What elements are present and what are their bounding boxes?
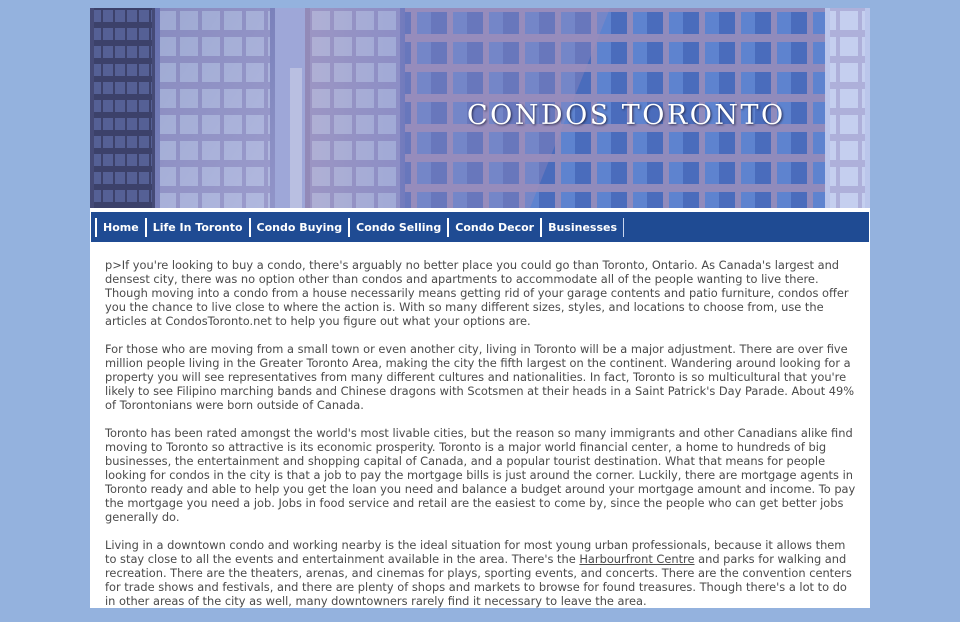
nav-item-businesses[interactable]: Businesses [540, 218, 624, 237]
main-nav [91, 212, 869, 242]
content-paragraph: Toronto has been rated amongst the world's most livable cities, but the reason so many immigrants and other Canadians alike find moving to Toronto so attractive is its economic prosperity. Toronto is a major world financial center, a home to hundreds of big businesses, the entertainment and shopping capital of Canada, and a popular tourist destination. What that means for people looking for condos in the city is that a job to pay the mortgage bills is just around the corner. Luckily, there are mortgage agents in Toronto ready and able to help you get the loan you need and balance a budget around your mortgage amount and income. To pay the mortgage you need a job. Jobs in food service and retail are the easiest to come by, since the people who can get better jobs generally do. [105, 426, 856, 524]
content-paragraph [105, 538, 857, 608]
nav-item-condo-decor[interactable]: Condo Decor [447, 218, 540, 237]
content-paragraph: p>If you're looking to buy a condo, there's arguably no better place you could go than Toronto, Ontario. As Canada's largest and densest city, there was no option other than condos and apartments to accommodate all of the people wanting to live there. Though moving into a condo from a house necessarily means getting rid of your garage contents and patio furniture, condos offer you the chance to live close to where the action is. With so many different sizes, styles, and locations to choose from, use the articles at CondosToronto.net to help you figure out what your options are. [105, 258, 849, 328]
paragraph-text: and parks for walking and recreation. There are the theaters, arenas, and cinemas for plays, sporting events, and concerts. There are the convention centers for trade shows and festivals, and there are plenty of shops and markets to browse for found treasures. Though there's a lot to do in other areas of the city as well, many downtowners rarely find it necessary to leave the area. [105, 552, 852, 608]
nav-item-condo-selling[interactable]: Condo Selling [348, 218, 447, 237]
paragraph-text: Living in a downtown condo and working nearby is the ideal situation for most young urban professionals, because it allows them to stay close to all the events and entertainment available in the area. There's the [105, 538, 846, 566]
main-content [105, 258, 857, 622]
content-paragraph: For those who are moving from a small town or even another city, living in Toronto will be a major adjustment. There are over five million people living in the Greater Toronto Area, making the city the fifth largest on the continent. Wandering around looking for a property you will see representatives from many different cultures and nationalities. In fact, Toronto is so multicultural that you're likely to see Filipino marching bands and Chinese dragons with Scotsmen at their heads in a Saint Patrick's Day Parade. About 49% of Torontonians were born outside of Canada. [105, 342, 855, 412]
harbourfront-centre-link[interactable]: Harbourfront Centre [579, 552, 695, 566]
site-title: CONDOS TORONTO [467, 100, 786, 131]
nav-item-home[interactable]: Home [95, 218, 145, 237]
page-container [90, 8, 870, 608]
nav-item-life-in-toronto[interactable]: Life In Toronto [145, 218, 249, 237]
header-banner [90, 8, 870, 208]
nav-item-condo-buying[interactable]: Condo Buying [249, 218, 349, 237]
